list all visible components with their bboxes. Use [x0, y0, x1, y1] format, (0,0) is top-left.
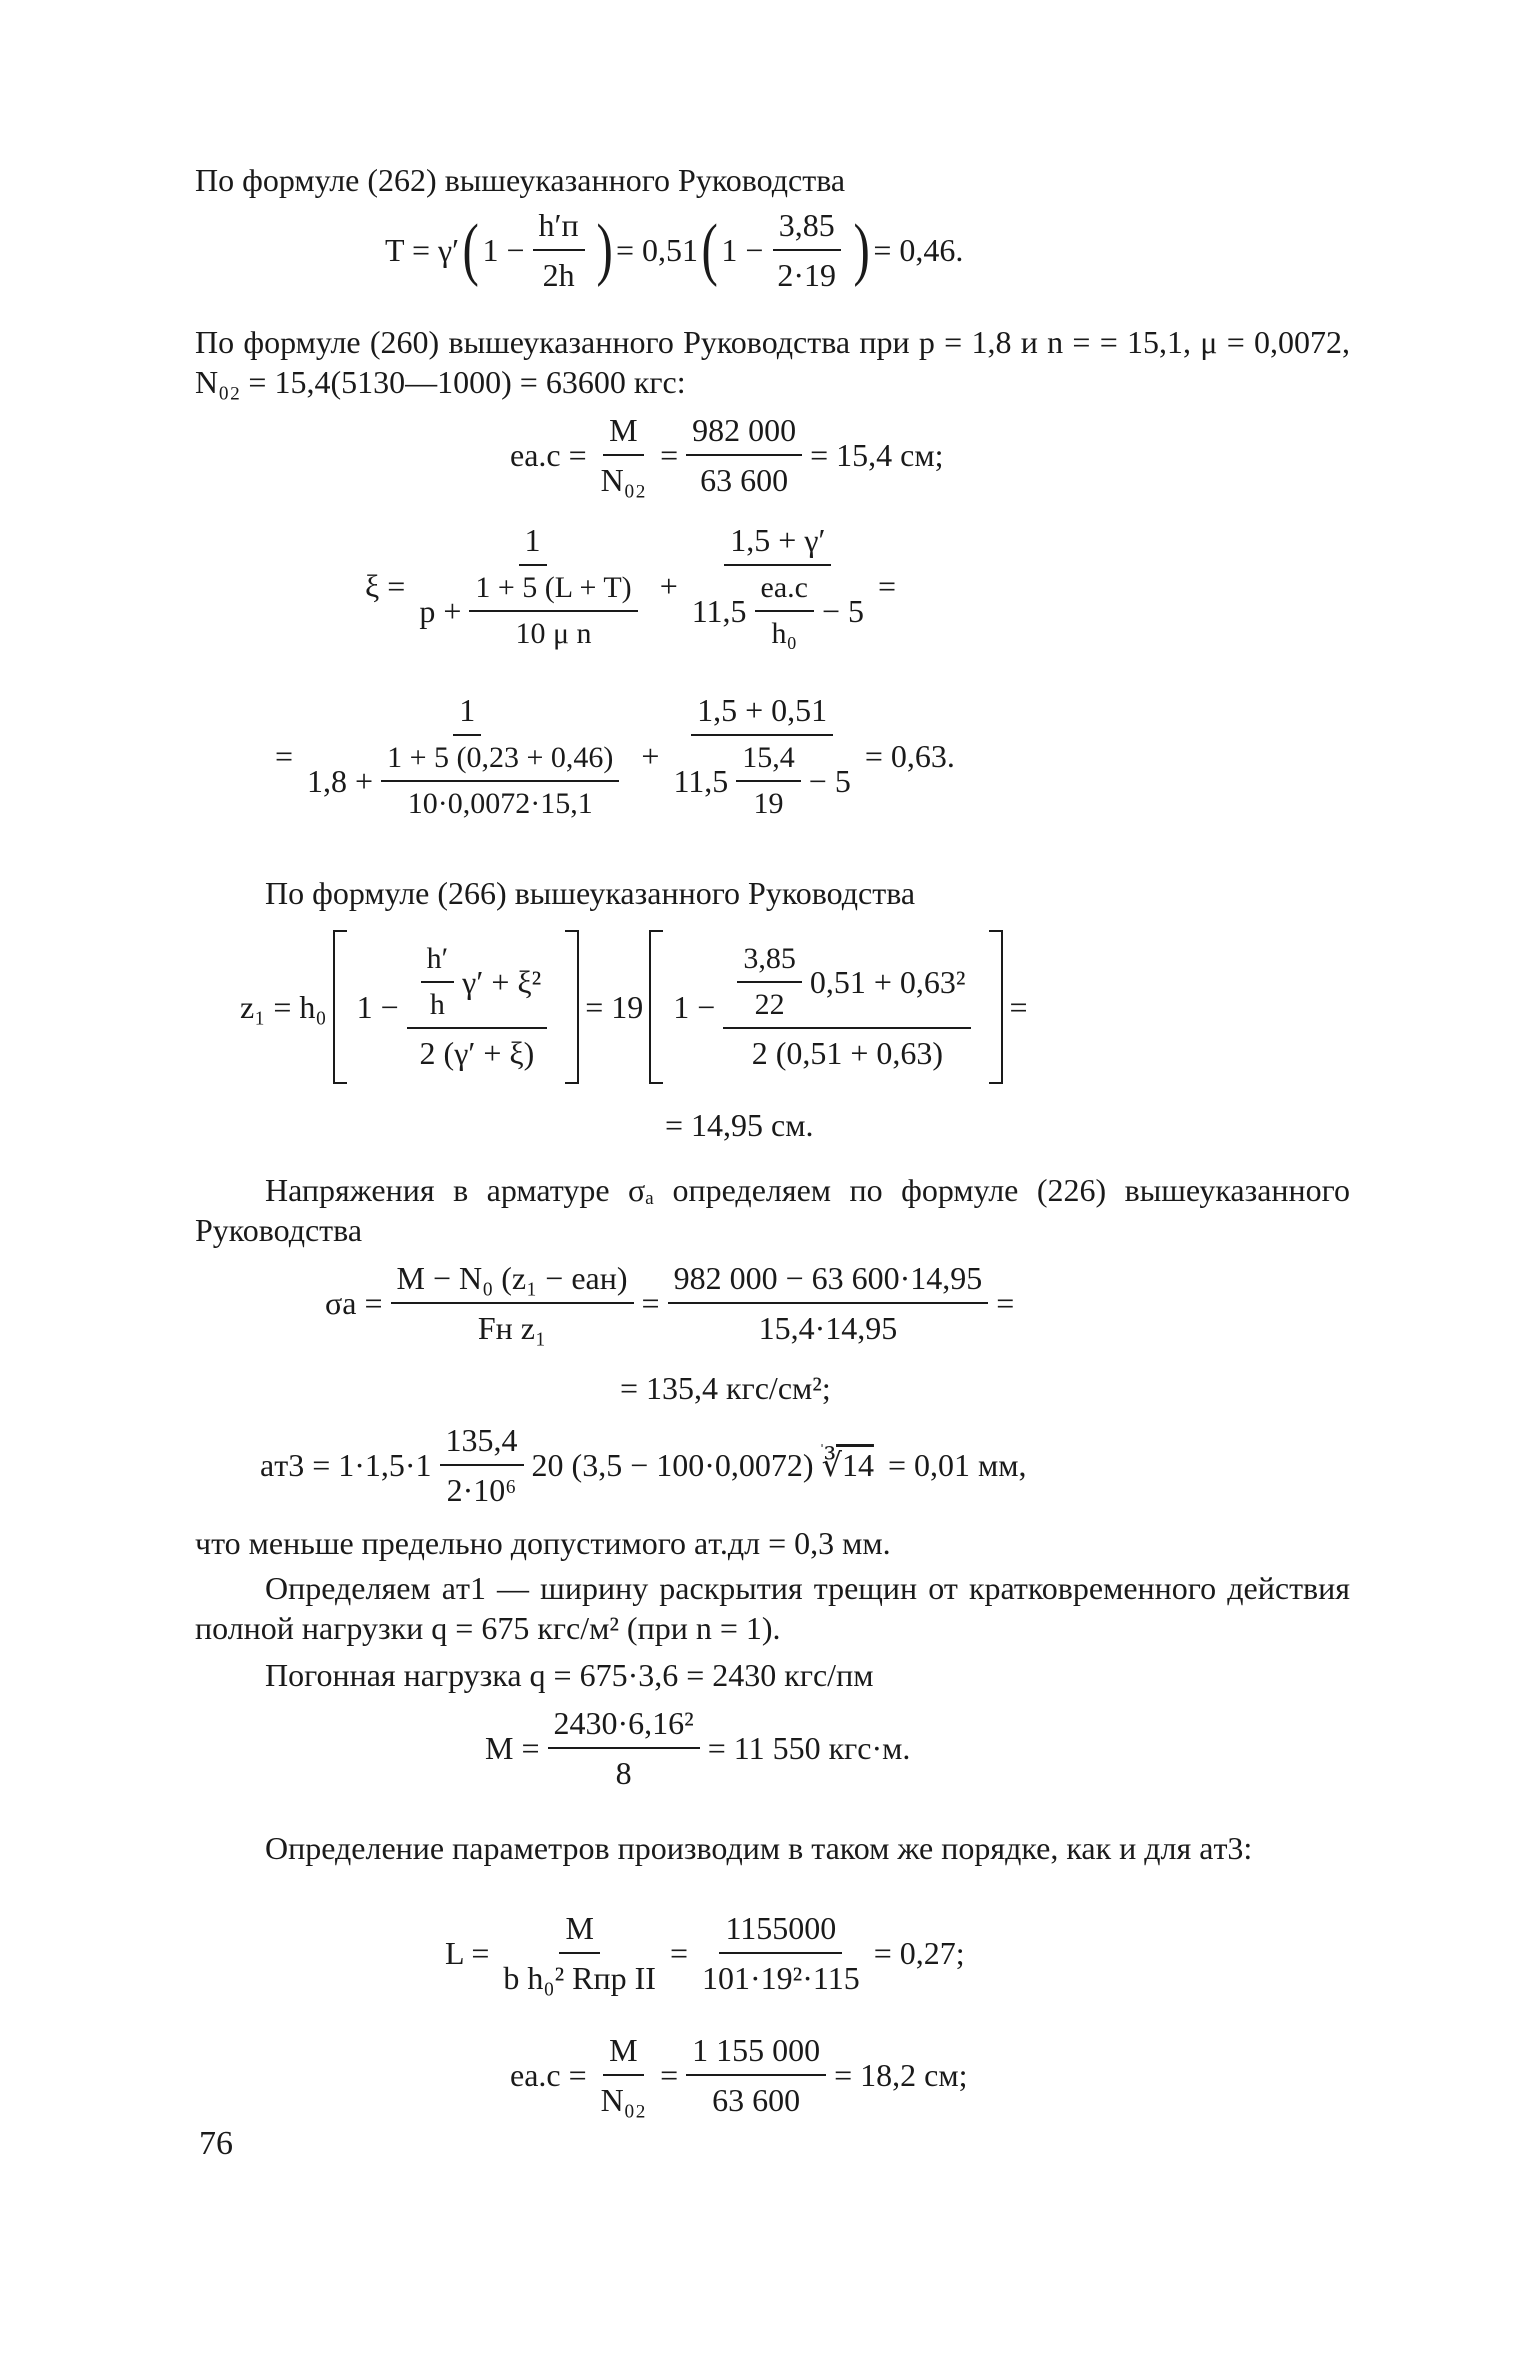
eq-M-rhs: = 11 550 кгс·м.: [707, 1730, 911, 1766]
equation-z1: [240, 930, 1028, 1084]
right-paren: ): [853, 211, 870, 288]
eq-xi1-t2-inner-num: eа.с: [755, 570, 814, 612]
eq-sigma-frac2-num: 982 000 − 63 600·14,95: [668, 1258, 989, 1304]
eq-xi2-term1: [301, 690, 633, 822]
eq-T-frac2: [771, 205, 842, 295]
eq-sigma-rhs: =: [996, 1285, 1015, 1321]
eq-eac2-frac1: [595, 2030, 652, 2120]
eq-xi1-term2-num: 1,5 + γ′: [724, 520, 831, 566]
equation-T: [385, 205, 963, 295]
eq-T-frac1-den: 2h: [542, 257, 575, 293]
eq-xi1-term1-num: 1: [519, 520, 547, 566]
equation-L: [445, 1908, 965, 1998]
eq-xi2-term1-den: [301, 736, 633, 822]
eq-eac2-rhs: = 18,2 см;: [834, 2057, 968, 2093]
eq-eac2-frac2: [686, 2030, 826, 2120]
cube-root: ∛14: [821, 1447, 874, 1483]
eq-eac2-frac1-num: M: [603, 2030, 643, 2076]
paragraph-parameters: Определение параметров производим в таком же порядке, как и для aт3:: [265, 1830, 1253, 1866]
eq-xi1-p: p +: [419, 593, 462, 629]
eq-at3-lhs: aт3 = 1·1,5·1: [260, 1447, 432, 1483]
eq-xi1-term1: [413, 520, 651, 652]
eq-xi2-inner-num: 1 + 5 (0,23 + 0,46): [381, 740, 619, 782]
eq-T-rhs: = 0,46.: [873, 232, 964, 268]
eq-xi1-rhs: =: [878, 568, 897, 604]
eq-eac2-frac2-num: 1 155 000: [686, 2030, 826, 2076]
eq-xi1-lhs: ξ =: [365, 568, 406, 604]
left-paren: (: [462, 211, 479, 288]
paragraph-less-than-limit: что меньше предельно допустимого aт.дл = 0,3 мм.: [195, 1525, 891, 1561]
left-bracket: [333, 930, 347, 1084]
eq-T-mid: = 0,51: [615, 232, 698, 268]
eq-z1-a-den: 2 (γ′ + ξ): [419, 1035, 535, 1071]
eq-sigma-lhs: σа =: [325, 1285, 383, 1321]
eq-T-frac2-den: 2·19: [777, 257, 837, 293]
eq-eac-frac1: [595, 410, 652, 500]
eq-L-frac2: [696, 1908, 866, 1998]
eq-at3-mid: 20 (3,5 − 100·0,0072): [531, 1447, 814, 1483]
equation-at3: [260, 1420, 1027, 1510]
eq-T-frac1: [533, 205, 585, 295]
eq-xi1-t2-inner-frac: [755, 570, 814, 652]
eq-eac-frac1-den: N₀₂: [600, 462, 647, 498]
paragraph-linear-load: Погонная нагрузка q = 675·3,6 = 2430 кгс/пм: [265, 1657, 874, 1693]
eq-eac-frac2-den: 63 600: [700, 462, 789, 498]
eq-z1-rhs: =: [1009, 989, 1028, 1025]
right-bracket: [989, 930, 1003, 1084]
eq-L-frac1-den: b h₀² Rпр II: [503, 1960, 656, 1996]
paragraph-formula-266: По формуле (266) вышеуказанного Руководства: [265, 875, 916, 911]
eq-eac2-frac2-den: 63 600: [712, 2082, 801, 2118]
eq-xi2-rhs: = 0,63.: [864, 738, 955, 774]
eq-sigma-frac1-den: Fн z₁: [477, 1310, 547, 1346]
eq-xi2-term2-den: [667, 736, 856, 822]
right-bracket: [565, 930, 579, 1084]
eq-z1-b-den: 2 (0,51 + 0,63): [751, 1035, 944, 1071]
eq-sigma-frac1-num: M − N₀ (z₁ − eан): [391, 1258, 634, 1304]
eq-at3-frac-num: 135,4: [440, 1420, 524, 1466]
eq-eac-lhs: eа.с =: [510, 437, 587, 473]
equals-sign: =: [660, 437, 679, 473]
eq-at3-frac: [440, 1420, 524, 1510]
eq-xi1-t2-a: 11,5: [691, 593, 747, 629]
left-bracket: [649, 930, 663, 1084]
eq-xi2-term1-num: 1: [453, 690, 481, 736]
eq-z1-lhs: z₁ = h₀: [240, 989, 327, 1025]
eq-xi2-t2-inner-num: 15,4: [736, 740, 801, 782]
eq-eac-frac1-num: M: [603, 410, 643, 456]
eq-z1-a-inner-den: h: [429, 988, 445, 1021]
eq-at3-frac-den: 2·10⁶: [446, 1472, 517, 1508]
equation-M: [485, 1703, 910, 1793]
eq-eac-frac2: [686, 410, 802, 500]
eq-xi2-t2-inner-frac: [736, 740, 801, 822]
plus-sign: +: [659, 568, 678, 604]
eq-eac2-frac1-den: N₀₂: [600, 2082, 647, 2118]
paragraph-formula-260: По формуле (260) вышеуказанного Руководства при p = 1,8 и n = = 15,1, μ = 0,0072, N₀₂ = 15,4(5130—1000) = 63600 кгс:: [195, 324, 1350, 400]
eq-z1-one: 1 −: [356, 989, 399, 1025]
eq-xi1-term1-den: [413, 566, 651, 652]
eq-eac-frac2-num: 982 000: [686, 410, 802, 456]
eq-xi1-t2-inner-den: h₀: [771, 617, 797, 650]
eq-xi1-inner-frac: [469, 570, 637, 652]
eq-xi2-p: 1,8 +: [307, 763, 374, 799]
eq-z1-b-inner-num: 3,85: [737, 941, 802, 983]
eq-xi2-term2: [667, 690, 856, 822]
eq-z1-b-tail: 0,51 + 0,63²: [809, 964, 966, 1000]
equation-eac-2: [510, 2030, 968, 2120]
paragraph-at1: Определяем aт1 — ширину раскрытия трещин от кратковременного действия полной нагрузки q = 675 кгс/м² (при n = 1).: [195, 1570, 1350, 1646]
eq-M-frac-den: 8: [615, 1755, 632, 1791]
eq-T-one: 1 −: [482, 232, 525, 268]
plus-sign: +: [641, 738, 660, 774]
paragraph-stresses: Напряжения в арматуре σₐ определяем по формуле (226) вышеуказанного Руководства: [195, 1172, 1350, 1248]
eq-z1-b-inner-den: 22: [754, 988, 785, 1021]
eq-z1-a-tail: γ′ + ξ²: [462, 964, 542, 1000]
left-paren: (: [701, 211, 718, 288]
eq-xi1-term2: [686, 520, 870, 652]
eq-eac2-lhs: eа.с =: [510, 2057, 587, 2093]
eq-z1-a-inner-num: h′: [421, 941, 455, 983]
eq-z1-b-num: [723, 941, 971, 1029]
eq-xi1-inner-den: 10 μ n: [515, 617, 592, 650]
eq-L-frac1: [497, 1908, 662, 1998]
eq-eac-rhs: = 15,4 см;: [810, 437, 944, 473]
eq-z1-frac-a: [407, 941, 548, 1073]
eq-xi2-inner-den: 10·0,0072·15,1: [407, 787, 593, 820]
eq-T-frac1-num: h′п: [533, 205, 585, 251]
eq-xi2-t2-inner-den: 19: [753, 787, 784, 820]
eq-xi1-t2-b: − 5: [822, 593, 865, 629]
eq-T-lhs: T = γ′: [385, 232, 460, 268]
eq-M-lhs: M =: [485, 1730, 540, 1766]
eq-sigma-result: = 135,4 кгс/см²;: [620, 1370, 831, 1406]
eq-z1-a-inner-frac: [421, 941, 455, 1023]
eq-T-frac2-num: 3,85: [773, 205, 841, 251]
eq-L-frac1-num: M: [559, 1908, 599, 1954]
equation-sigma-result: [620, 1368, 831, 1408]
page-number: 76: [199, 2125, 233, 2162]
eq-z1-mid: = 19: [585, 989, 644, 1025]
eq-xi2-t2-a: 11,5: [673, 763, 729, 799]
eq-xi2-t2-b: − 5: [808, 763, 851, 799]
equals-sign: =: [641, 1285, 660, 1321]
eq-M-frac: [548, 1703, 700, 1793]
equals-sign: =: [669, 1935, 688, 1971]
eq-L-frac2-num: 1155000: [719, 1908, 842, 1954]
eq-xi1-inner-num: 1 + 5 (L + T): [469, 570, 637, 612]
equation-sigma: [325, 1258, 1014, 1348]
eq-xi2-term2-num: 1,5 + 0,51: [691, 690, 833, 736]
eq-sigma-frac2-den: 15,4·14,95: [758, 1310, 898, 1346]
eq-xi2-inner-frac: [381, 740, 619, 822]
eq-xi2-lhs: =: [275, 738, 294, 774]
eq-z1-one-b: 1 −: [673, 989, 716, 1025]
eq-z1-a-num: [407, 941, 548, 1029]
eq-L-frac2-den: 101·19²·115: [701, 1960, 860, 1996]
eq-T-one: 1 −: [721, 232, 764, 268]
eq-sigma-frac1: [391, 1258, 634, 1348]
eq-at3-rhs: = 0,01 мм,: [887, 1447, 1027, 1483]
equals-sign: =: [660, 2057, 679, 2093]
eq-z1-b-inner-frac: [737, 941, 802, 1023]
eq-z1-frac-b: [723, 941, 971, 1073]
equation-xi-symbolic: [365, 520, 896, 652]
eq-z1-result: = 14,95 см.: [665, 1107, 814, 1143]
eq-L-rhs: = 0,27;: [873, 1935, 965, 1971]
eq-L-lhs: L =: [445, 1935, 490, 1971]
equation-z1-result: [665, 1105, 814, 1145]
eq-sigma-frac2: [668, 1258, 989, 1348]
paragraph-formula-262: По формуле (262) вышеуказанного Руководства: [195, 162, 846, 198]
eq-M-frac-num: 2430·6,16²: [548, 1703, 700, 1749]
equation-eac: [510, 410, 944, 500]
equation-xi-numeric: [275, 690, 955, 822]
eq-xi1-term2-den: [686, 566, 870, 652]
right-paren: ): [596, 211, 613, 288]
